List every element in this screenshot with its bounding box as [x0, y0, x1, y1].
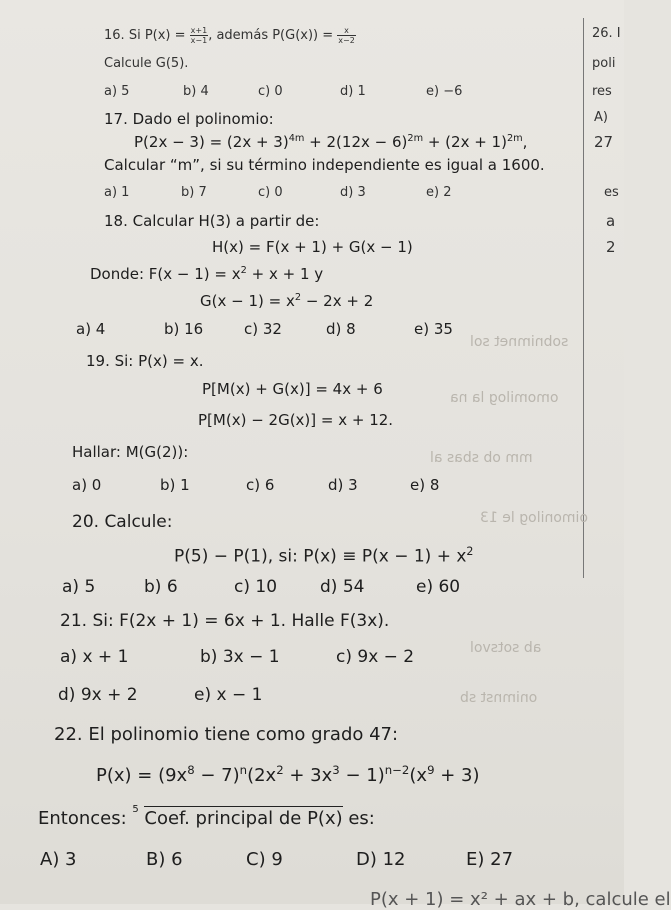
- problem-20-equation: P(5) − P(1), si: $P(x) \equiv P(x - 1) + x^2$: [174, 545, 474, 567]
- problem-19-equation-2: P[M(x) − 2G(x)] = x + 12.: [198, 411, 394, 429]
- option: d) 8: [326, 320, 356, 338]
- option: e) −6: [426, 84, 463, 99]
- problem-18-h-definition: H(x) = F(x + 1) + G(x − 1): [212, 238, 413, 256]
- problem-18-f-definition: Donde: $F(x - 1) = x^2 + x + 1$ y: [90, 265, 324, 283]
- option: d) 9x + 2: [58, 685, 138, 705]
- problem-16-ask: Calcule G(5).: [104, 56, 189, 71]
- bleed-through: oimonilog le 13: [480, 510, 588, 526]
- bleed-through: ab sotsvol: [470, 640, 542, 656]
- option: b) 7: [181, 185, 207, 200]
- option: d) 54: [320, 577, 365, 597]
- problem-17-title: 17. Dado el polinomio:: [104, 110, 274, 128]
- option: c) 9x − 2: [336, 647, 415, 667]
- right-column-text: a: [606, 212, 616, 230]
- problem-22-equation: $P(x) = (9x^8 - 7)^n(2x^2 + 3x^3 - 1)^{n-2}(x^9 + 3)$: [96, 763, 480, 786]
- problem-19-ask: Hallar: M(G(2)):: [72, 443, 189, 461]
- option: e) 60: [416, 577, 461, 597]
- option: d) 3: [340, 185, 366, 200]
- option: a) 4: [76, 320, 106, 338]
- problem-19-equation-1: P[M(x) + G(x)] = 4x + 6: [202, 380, 383, 398]
- option: c) 32: [244, 320, 282, 338]
- option: a) 1: [104, 185, 130, 200]
- bleed-through: omomilog la na: [450, 390, 559, 406]
- problem-17-ask: Calcular “m”, si su término independiente es igual a 1600.: [104, 156, 545, 174]
- problem-18-g-definition: $G(x - 1) = x^2 - 2x + 2$: [200, 292, 374, 310]
- option: b) 6: [144, 577, 178, 597]
- problem-16-statement: 16. Si P(x) = $\frac{x+1}{x-1}$ , además P(G(x)) = $\frac{x}{x-2}$: [104, 26, 355, 45]
- option: C) 9: [246, 849, 283, 870]
- column-divider: [583, 18, 584, 578]
- problem-21-title: 21. Si: F(2x + 1) = 6x + 1. Halle F(3x).: [60, 611, 390, 631]
- problem-22-ask: Entonces: 5 Coef. principal de P(x) es:: [38, 804, 375, 829]
- option: e) x − 1: [194, 685, 263, 705]
- option: a) 0: [72, 476, 102, 494]
- right-column-text: 27: [594, 133, 614, 151]
- problem-23-partial: P(x + 1) = x² + ax + b, calcule el: [370, 889, 671, 910]
- right-column-text: poli: [592, 56, 616, 71]
- option: B) 6: [146, 849, 183, 870]
- right-column-text: 26. I: [592, 26, 621, 41]
- option: b) 1: [160, 476, 190, 494]
- option: b) 4: [183, 84, 209, 99]
- option: b) 16: [164, 320, 204, 338]
- option: e) 2: [426, 185, 452, 200]
- option: E) 27: [466, 849, 514, 870]
- option: a) x + 1: [60, 647, 129, 667]
- option: e) 35: [414, 320, 453, 338]
- option: A) 3: [40, 849, 77, 870]
- right-column-text: 2: [606, 238, 616, 256]
- right-column-text: A): [594, 110, 608, 125]
- option: b) 3x − 1: [200, 647, 280, 667]
- problem-19-title: 19. Si: P(x) = x.: [86, 352, 204, 370]
- problem-22-title: 22. El polinomio tiene como grado 47:: [54, 724, 399, 745]
- option: c) 0: [258, 185, 283, 200]
- option: a) 5: [62, 577, 96, 597]
- problem-20-title: 20. Calcule:: [72, 512, 173, 532]
- option: c) 10: [234, 577, 278, 597]
- option: D) 12: [356, 849, 406, 870]
- problem-17-equation: $P(2x - 3) = (2x + 3)^{4m} + 2(12x - 6)^{2m} + (2x + 1)^{2m}$,: [134, 133, 528, 151]
- option: a) 5: [104, 84, 130, 99]
- problem-18-title: 18. Calcular H(3) a partir de:: [104, 212, 320, 230]
- right-column-text: res: [592, 84, 612, 99]
- option: c) 0: [258, 84, 283, 99]
- bleed-through: sobnimnet sol: [470, 334, 569, 350]
- option: d) 1: [340, 84, 366, 99]
- option: e) 8: [410, 476, 440, 494]
- option: d) 3: [328, 476, 358, 494]
- right-column-text: es: [604, 185, 619, 200]
- option: c) 6: [246, 476, 275, 494]
- bleed-through: onimnst sb: [460, 690, 538, 706]
- bleed-through: mm ob sbas al: [430, 450, 533, 466]
